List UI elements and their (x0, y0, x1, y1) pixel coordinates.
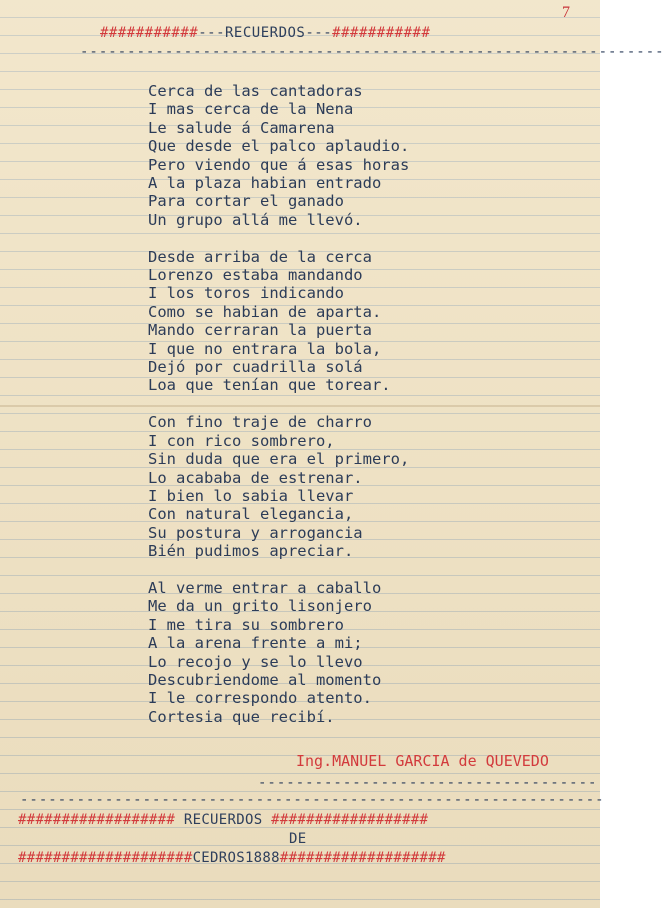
header-left-marks: ########### (100, 25, 199, 41)
poem-line: Lorenzo estaba mandando (148, 266, 363, 285)
stanza-2 (148, 248, 588, 395)
poem-line: Loa que tenían que torear. (148, 376, 391, 395)
poem-line: I los toros indicando (148, 284, 344, 303)
poem-line: A la plaza habian entrado (148, 174, 382, 193)
poem-line: Para cortar el ganado (148, 192, 344, 211)
header-line (100, 25, 540, 41)
poem-line: Como se habian de aparta. (148, 302, 382, 321)
poem-line: Me da un grito lisonjero (148, 597, 372, 616)
poem-line: Un grupo allá me llevó. (148, 210, 363, 229)
poem-line: I me tira su sombrero (148, 615, 344, 634)
poem-line: Desde arriba de la cerca (148, 247, 372, 266)
footer-line-2 (289, 831, 349, 847)
poem-line: Pero viendo que á esas horas (148, 155, 410, 174)
page-number: 7 (562, 4, 570, 21)
poem-line: A la arena frente a mi; (148, 634, 363, 653)
poem-line: I le correspondo atento. (148, 689, 372, 708)
footer-marks-right: ################## (271, 812, 429, 828)
poem-line: I con rico sombrero, (148, 431, 335, 450)
poem-line: Con fino traje de charro (148, 413, 372, 432)
footer-marks-right-3: ################### (279, 850, 446, 866)
footer-cedros: CEDROS1888 (192, 850, 280, 866)
stanza-4 (148, 579, 588, 726)
poem-line: Al verme entrar a caballo (148, 578, 382, 597)
poem-body (148, 82, 588, 745)
poem-line: Su postura y arrogancia (148, 523, 363, 542)
poem-line: Con natural elegancia, (148, 505, 354, 524)
poem-line: Mando cerraran la puerta (148, 321, 372, 340)
header-title: ---RECUERDOS--- (198, 25, 333, 41)
divider-top: -------------------------------------------------------------- (80, 44, 665, 60)
poem-line: I que no entrara la bola, (148, 339, 382, 358)
signature: Ing.MANUEL GARCIA de QUEVEDO (296, 752, 549, 770)
divider-bottom: -------------------------------------------------------------- (20, 792, 605, 808)
poem-line: Cerca de las cantadoras (148, 82, 363, 100)
poem-line: I mas cerca de la Nena (148, 100, 354, 119)
stanza-3 (148, 413, 588, 560)
poem-line: Lo acababa de estrenar. (148, 468, 363, 487)
poem-line: Bién pudimos apreciar. (148, 542, 354, 561)
poem-line: Descubriendome al momento (148, 670, 382, 689)
header-right-marks: ########### (332, 25, 431, 41)
poem-line: Que desde el palco aplaudio. (148, 137, 410, 156)
footer-de: DE (289, 831, 307, 847)
poem-line: Le salude á Camarena (148, 118, 335, 137)
footer-recuerdos: RECUERDOS (183, 812, 263, 828)
footer-line-1 (18, 812, 618, 828)
divider-signature: ------------------------------------ (258, 775, 598, 791)
poem-line: Lo recojo y se lo llevo (148, 652, 363, 671)
poem-line: Dejó por cuadrilla solá (148, 358, 363, 377)
footer-line-3 (18, 850, 618, 866)
poem-line: Sin duda que era el primero, (148, 450, 410, 469)
stanza-1 (148, 82, 588, 229)
footer-marks-left: ################## (18, 812, 176, 828)
poem-line: I bien lo sabia llevar (148, 486, 354, 505)
footer-marks-left-3: #################### (18, 850, 193, 866)
poem-line: Cortesia que recibí. (148, 707, 335, 726)
